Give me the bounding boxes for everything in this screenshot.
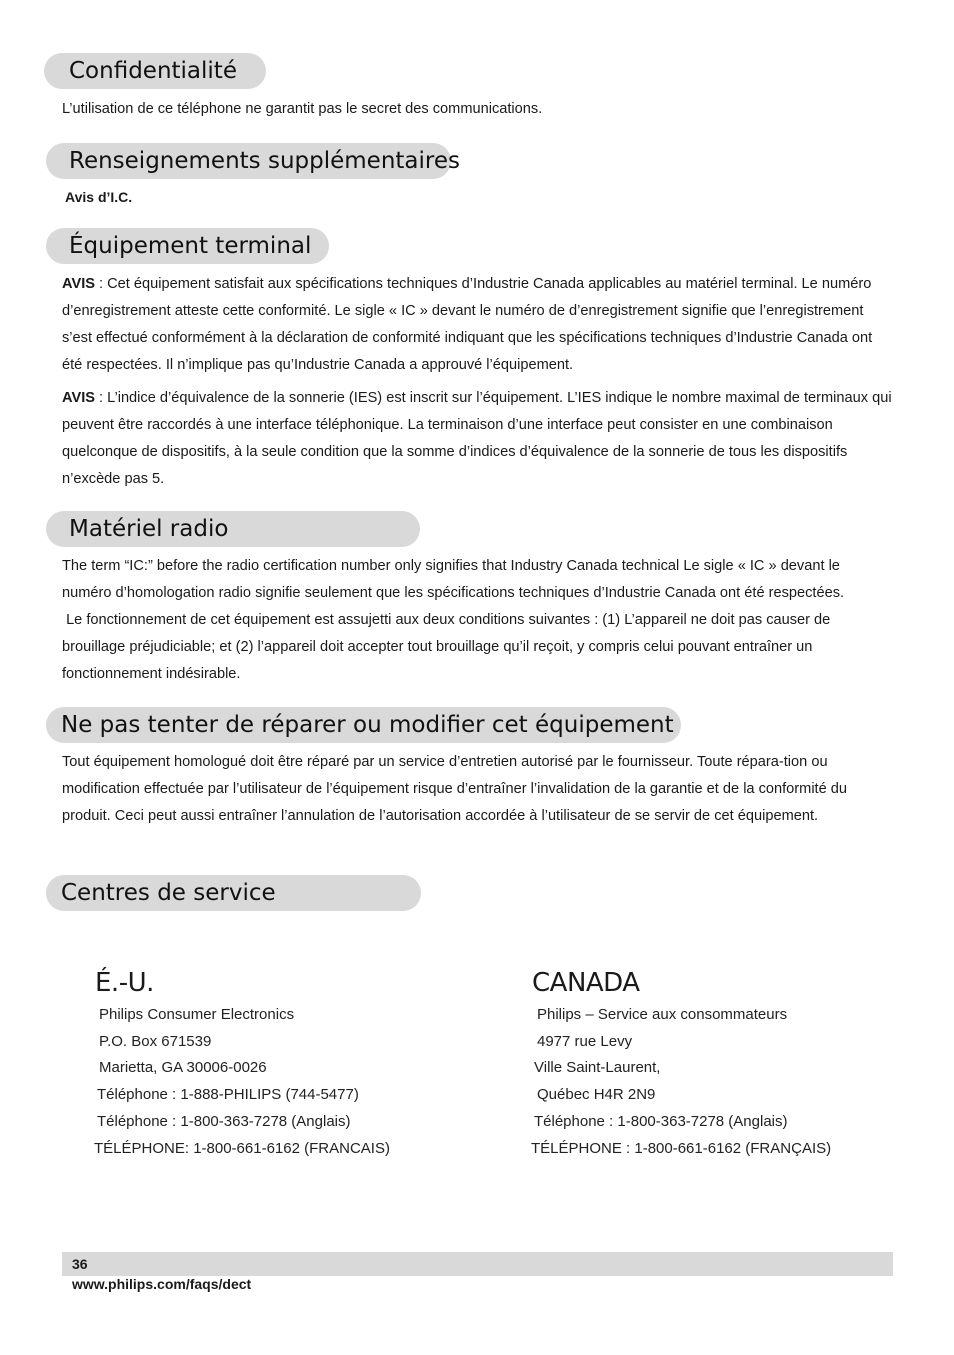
section-heading-equipement <box>46 228 329 264</box>
usa-address-line: P.O. Box 671539 <box>99 1033 212 1050</box>
radio-paragraph-2: Le fonctionnement de cet équipement est assujetti aux deux conditions suivantes : (1) L’appareil ne doit pas causer de brouillage préjudiciable; et (2) l’appareil doit accepter tout brouillage qu’il reçoit, y compris celui pouvant entraîner un fonctionnement indésirable. <box>62 612 835 682</box>
avis-label: AVIS <box>62 276 95 292</box>
equipement-paragraph-1 <box>62 271 892 379</box>
reparer-text: Tout équipement homologué doit être réparé par un service d’entretien autorisé par le fournisseur. Toute répara-tion ou modification effectuée par l’utilisateur de l’équipement risque d’entraîner l’invalidation de la garantie et de la conformité du produit. Ceci peut aussi entraîner l’annulation de l’autorisation accordée à l’utilisateur de se servir de cet équipement. <box>62 754 848 824</box>
confidentialite-text: L’utilisation de ce téléphone ne garantit pas le secret des communications. <box>62 101 543 117</box>
paragraph-text: : L’indice d’équivalence de la sonnerie (IES) est inscrit sur l’équipement. L’IES indique le nombre maximal de terminaux qui peuvent être raccordés à une interface téléphonique. La terminaison d’une interface peut consister en une combinaison quelconque de dispositifs, à la seule condition que la somme d’indices d’équivalence de la sonnerie de tous les dispositifs n’excède pas 5. <box>62 390 892 487</box>
heading-text: Centres de service <box>61 880 276 906</box>
usa-address-line: Philips Consumer Electronics <box>99 1006 295 1023</box>
canada-address-line: 4977 rue Levy <box>537 1033 633 1050</box>
equipement-paragraph-2 <box>62 385 892 493</box>
canada-address-line: Québec H4R 2N9 <box>537 1086 656 1103</box>
canada-title: CANADA <box>532 968 640 998</box>
usa-phone-line: TÉLÉPHONE: 1-800-661-6162 (FRANCAIS) <box>94 1140 390 1157</box>
usa-phone-line: Téléphone : 1-888-PHILIPS (744-5477) <box>97 1086 359 1103</box>
footer-url[interactable]: www.philips.com/faqs/dect <box>72 1276 252 1292</box>
heading-text: Ne pas tenter de réparer ou modifier cet équipement <box>61 712 674 738</box>
usa-title: É.-U. <box>95 968 154 998</box>
canada-address-line: Ville Saint-Laurent, <box>534 1059 661 1076</box>
footer-bar <box>62 1252 893 1276</box>
radio-paragraph-1: The term “IC:” before the radio certification number only signifies that Industry Canada technical Le sigle « IC » devant le numéro d’homologation radio signifie seulement que les spécifications techniques d’Industrie Canada ont été respectées. <box>62 558 845 601</box>
paragraph-text: : Cet équipement satisfait aux spécifications techniques d’Industrie Canada applicables au matériel terminal. Le numéro d’enregistrement atteste cette conformité. Le sigle « IC » devant le numéro de d’enregistrement signifie que l’enregistrement s’est effectué conformément à la déclaration de conformité indiquant que les spécifications techniques d’Industrie Canada ont été respectées. Il n’implique pas qu’Industrie Canada a approuvé l’équipement. <box>62 276 873 373</box>
section-heading-centres <box>46 875 421 911</box>
canada-phone-line: TÉLÉPHONE : 1-800-661-6162 (FRANÇAIS) <box>531 1140 832 1157</box>
avis-ic-subheading: Avis d’I.C. <box>65 189 133 205</box>
section-heading-reparer <box>46 707 681 743</box>
section-heading-radio <box>46 511 420 547</box>
heading-text: Confidentialité <box>69 58 237 84</box>
avis-label: AVIS <box>62 390 95 406</box>
heading-text: Renseignements supplémentaires <box>69 148 460 174</box>
usa-address-line: Marietta, GA 30006-0026 <box>99 1059 267 1076</box>
section-heading-renseignements <box>46 143 460 179</box>
heading-text: Matériel radio <box>69 516 229 542</box>
heading-text: Équipement terminal <box>69 233 312 259</box>
section-heading-confidentialite <box>44 53 266 89</box>
canada-phone-line: Téléphone : 1-800-363-7278 (Anglais) <box>534 1113 788 1130</box>
page-number: 36 <box>72 1256 88 1272</box>
usa-phone-line: Téléphone : 1-800-363-7278 (Anglais) <box>97 1113 351 1130</box>
canada-address-line: Philips – Service aux consommateurs <box>537 1006 788 1023</box>
